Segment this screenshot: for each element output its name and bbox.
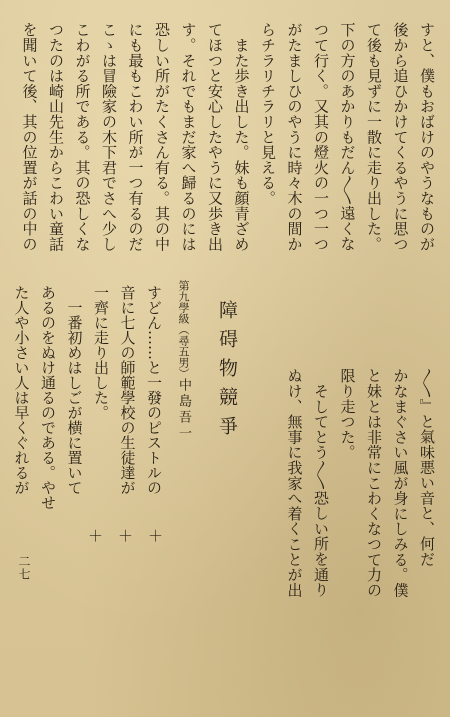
article-school: 第九學級（尋五男）	[177, 280, 190, 379]
text-column: すどん……と一發のピストルの	[145, 285, 163, 495]
text-column: と妹とは非常にこわくなつて力の	[365, 368, 383, 598]
separator-mark: ＋ ＋ ＋	[88, 527, 164, 545]
text-column: つて行く。又其の燈火の一つ一つ	[312, 22, 330, 252]
text-column: た人や小さい人は早くぐれるが	[12, 285, 31, 495]
text-column: ぬけ、無事に我家へ着くことが出	[285, 368, 304, 598]
text-column: 限り走つた。	[338, 368, 357, 460]
text-column: また歩き出した。妹も顔青ざめ	[232, 22, 251, 252]
essay-upper-text	[20, 22, 440, 322]
text-column: こゝは冒險家の木下君でさへ少し	[100, 22, 118, 252]
text-column: こわがる所である。其の恐しくな	[73, 22, 92, 252]
text-column: 後から追ひかけてくるやうに思つ	[391, 22, 410, 252]
text-column: を聞いて後、其の位置が話の中の	[20, 22, 39, 252]
text-column: て後も見ずに一散に走り出した。	[365, 22, 383, 252]
text-column: あるのをぬけ通るのである。やせ	[39, 285, 57, 510]
text-column: すと、僕もおばけのやうなものが	[418, 22, 436, 252]
text-column: す。それでもまだ家へ歸るのには	[179, 22, 198, 252]
text-column: てほつと安心したやうに又歩き出	[206, 22, 224, 252]
text-column: にも最もこわい所が一つ有るのだ	[126, 22, 145, 252]
text-column: そしてとう〳〵恐しい所を通り	[312, 368, 330, 598]
text-column: がたましひのやうに時々木の間か	[285, 22, 304, 252]
text-column: かなまぐさい風が身にしみる。僕	[391, 368, 410, 598]
text-column: 恐しい所がたくさん有る。其の中	[153, 22, 171, 252]
article-body	[12, 285, 167, 705]
article-title: 障碍物競爭	[216, 300, 238, 445]
text-column: 〳〵』と氣味悪い音と、何だ	[418, 368, 436, 567]
text-column: 一番初めはしごが横に置いて	[65, 285, 84, 495]
text-column: 音に七人の師範學校の生徒達が	[118, 285, 137, 495]
essay-lower-text	[260, 368, 440, 698]
article-author: 中島吾一	[176, 378, 191, 442]
text-column: らチラリチラリと見える。	[259, 22, 277, 206]
text-column: 下の方のあかりもだん〳〵遠くな	[338, 22, 357, 252]
text-column: つたのは崎山先生からこわい童話	[47, 22, 65, 252]
text-column: 一齊に走り出した。	[92, 285, 110, 420]
page-number: 二七	[17, 555, 31, 581]
